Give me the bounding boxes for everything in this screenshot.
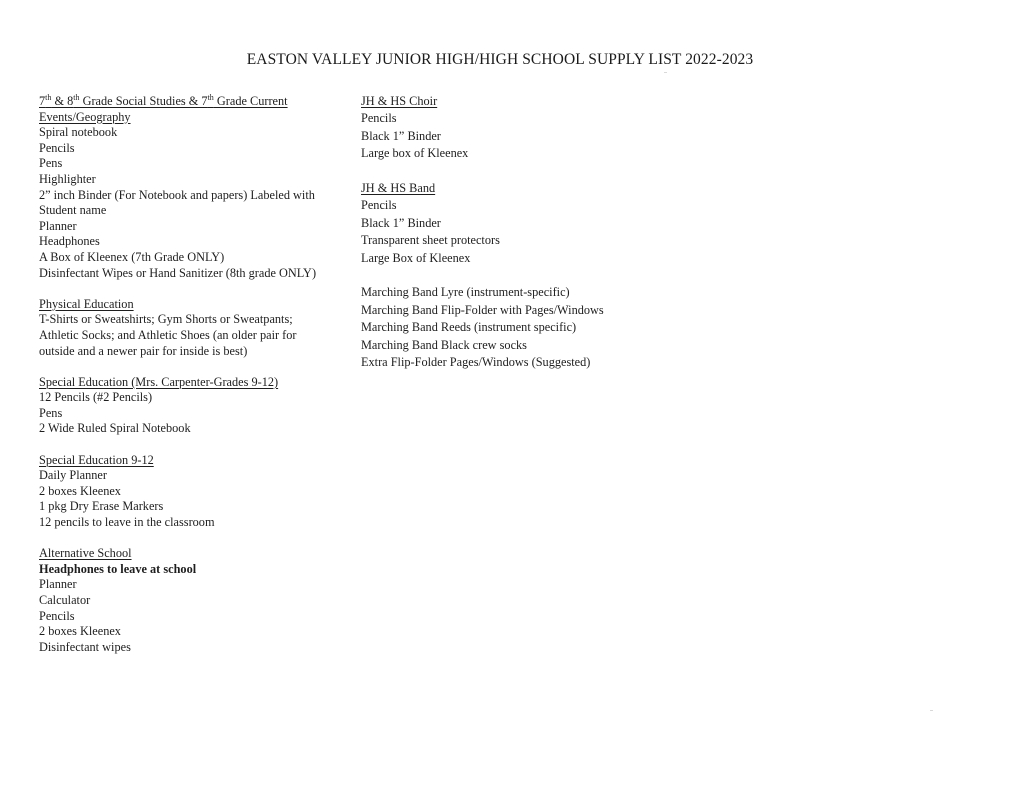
scan-speck [664,72,667,73]
list-item: Daily Planner [39,468,107,483]
list-item: Headphones [39,234,100,249]
section-heading-band: JH & HS Band [361,181,436,196]
list-item: 12 Pencils (#2 Pencils) [39,390,153,405]
list-item: 2 boxes Kleenex [39,624,121,639]
left-column [39,94,329,671]
section-heading-special-education-carpenter: Special Education (Mrs. Carpenter-Grades 9-12) [39,374,279,389]
right-column [361,93,651,389]
list-item: A Box of Kleenex (7th Grade ONLY) [39,249,225,264]
section-band [361,180,651,267]
section-heading-social-studies: 7th & 8th Grade Social Studies & 7th Grade Current Events/Geography [39,92,288,124]
list-item: Large Box of Kleenex [361,250,471,265]
list-item: Spiral notebook [39,125,118,140]
section-alternative-school [39,546,329,655]
section-special-education-carpenter [39,375,329,437]
list-item: Pencils [361,111,397,126]
list-item-bold: Headphones to leave at school [39,561,197,576]
list-item: Calculator [39,593,91,607]
list-item: Pens [39,156,63,171]
list-item: Disinfectant Wipes or Hand Sanitizer (8th grade ONLY) [39,265,317,280]
list-item: T-Shirts or Sweatshirts; Gym Shorts or Sweatpants; Athletic Socks; and Athletic Shoes (an older pair for outside and a newer pair for inside is best) [39,312,297,358]
list-item: Marching Band Reeds (instrument specific) [361,320,577,335]
scan-speck [930,710,933,711]
section-marching-band [361,284,651,371]
section-social-studies [39,94,329,281]
section-special-education-9-12 [39,453,329,531]
list-item: Marching Band Black crew socks [361,337,527,352]
section-heading-physical-education: Physical Education [39,296,134,311]
list-item: 12 pencils to leave in the classroom [39,515,215,530]
section-choir [361,93,651,163]
section-heading-choir: JH & HS Choir [361,94,438,108]
list-item: Pencils [39,608,75,623]
page-title: EASTON VALLEY JUNIOR HIGH/HIGH SCHOOL SUPPLY LIST 2022-2023 [246,51,754,68]
list-item: Planner [39,577,77,592]
list-item: Marching Band Flip-Folder with Pages/Windows [361,302,604,317]
list-item: Extra Flip-Folder Pages/Windows (Suggested) [361,355,591,370]
list-item: Marching Band Lyre (instrument-specific) [361,285,570,300]
list-item: Highlighter [39,171,96,186]
list-item: Pencils [39,140,75,155]
list-item: Planner [39,218,77,233]
list-item: 1 pkg Dry Erase Markers [39,499,164,514]
list-item: Pencils [361,198,397,213]
list-item: Pens [39,405,63,420]
section-heading-alternative-school: Alternative School [39,546,132,561]
list-item: 2 boxes Kleenex [39,483,121,498]
section-physical-education [39,297,329,359]
list-item: 2 Wide Ruled Spiral Notebook [39,421,191,436]
list-item: 2” inch Binder (For Notebook and papers) Labeled with Student name [39,187,315,218]
list-item: Black 1” Binder [361,128,441,143]
list-item: Transparent sheet protectors [361,233,500,248]
list-item: Black 1” Binder [361,215,441,230]
section-heading-special-education-9-12: Special Education 9-12 [39,452,154,467]
list-item: Large box of Kleenex [361,146,469,161]
list-item: Disinfectant wipes [39,639,131,654]
